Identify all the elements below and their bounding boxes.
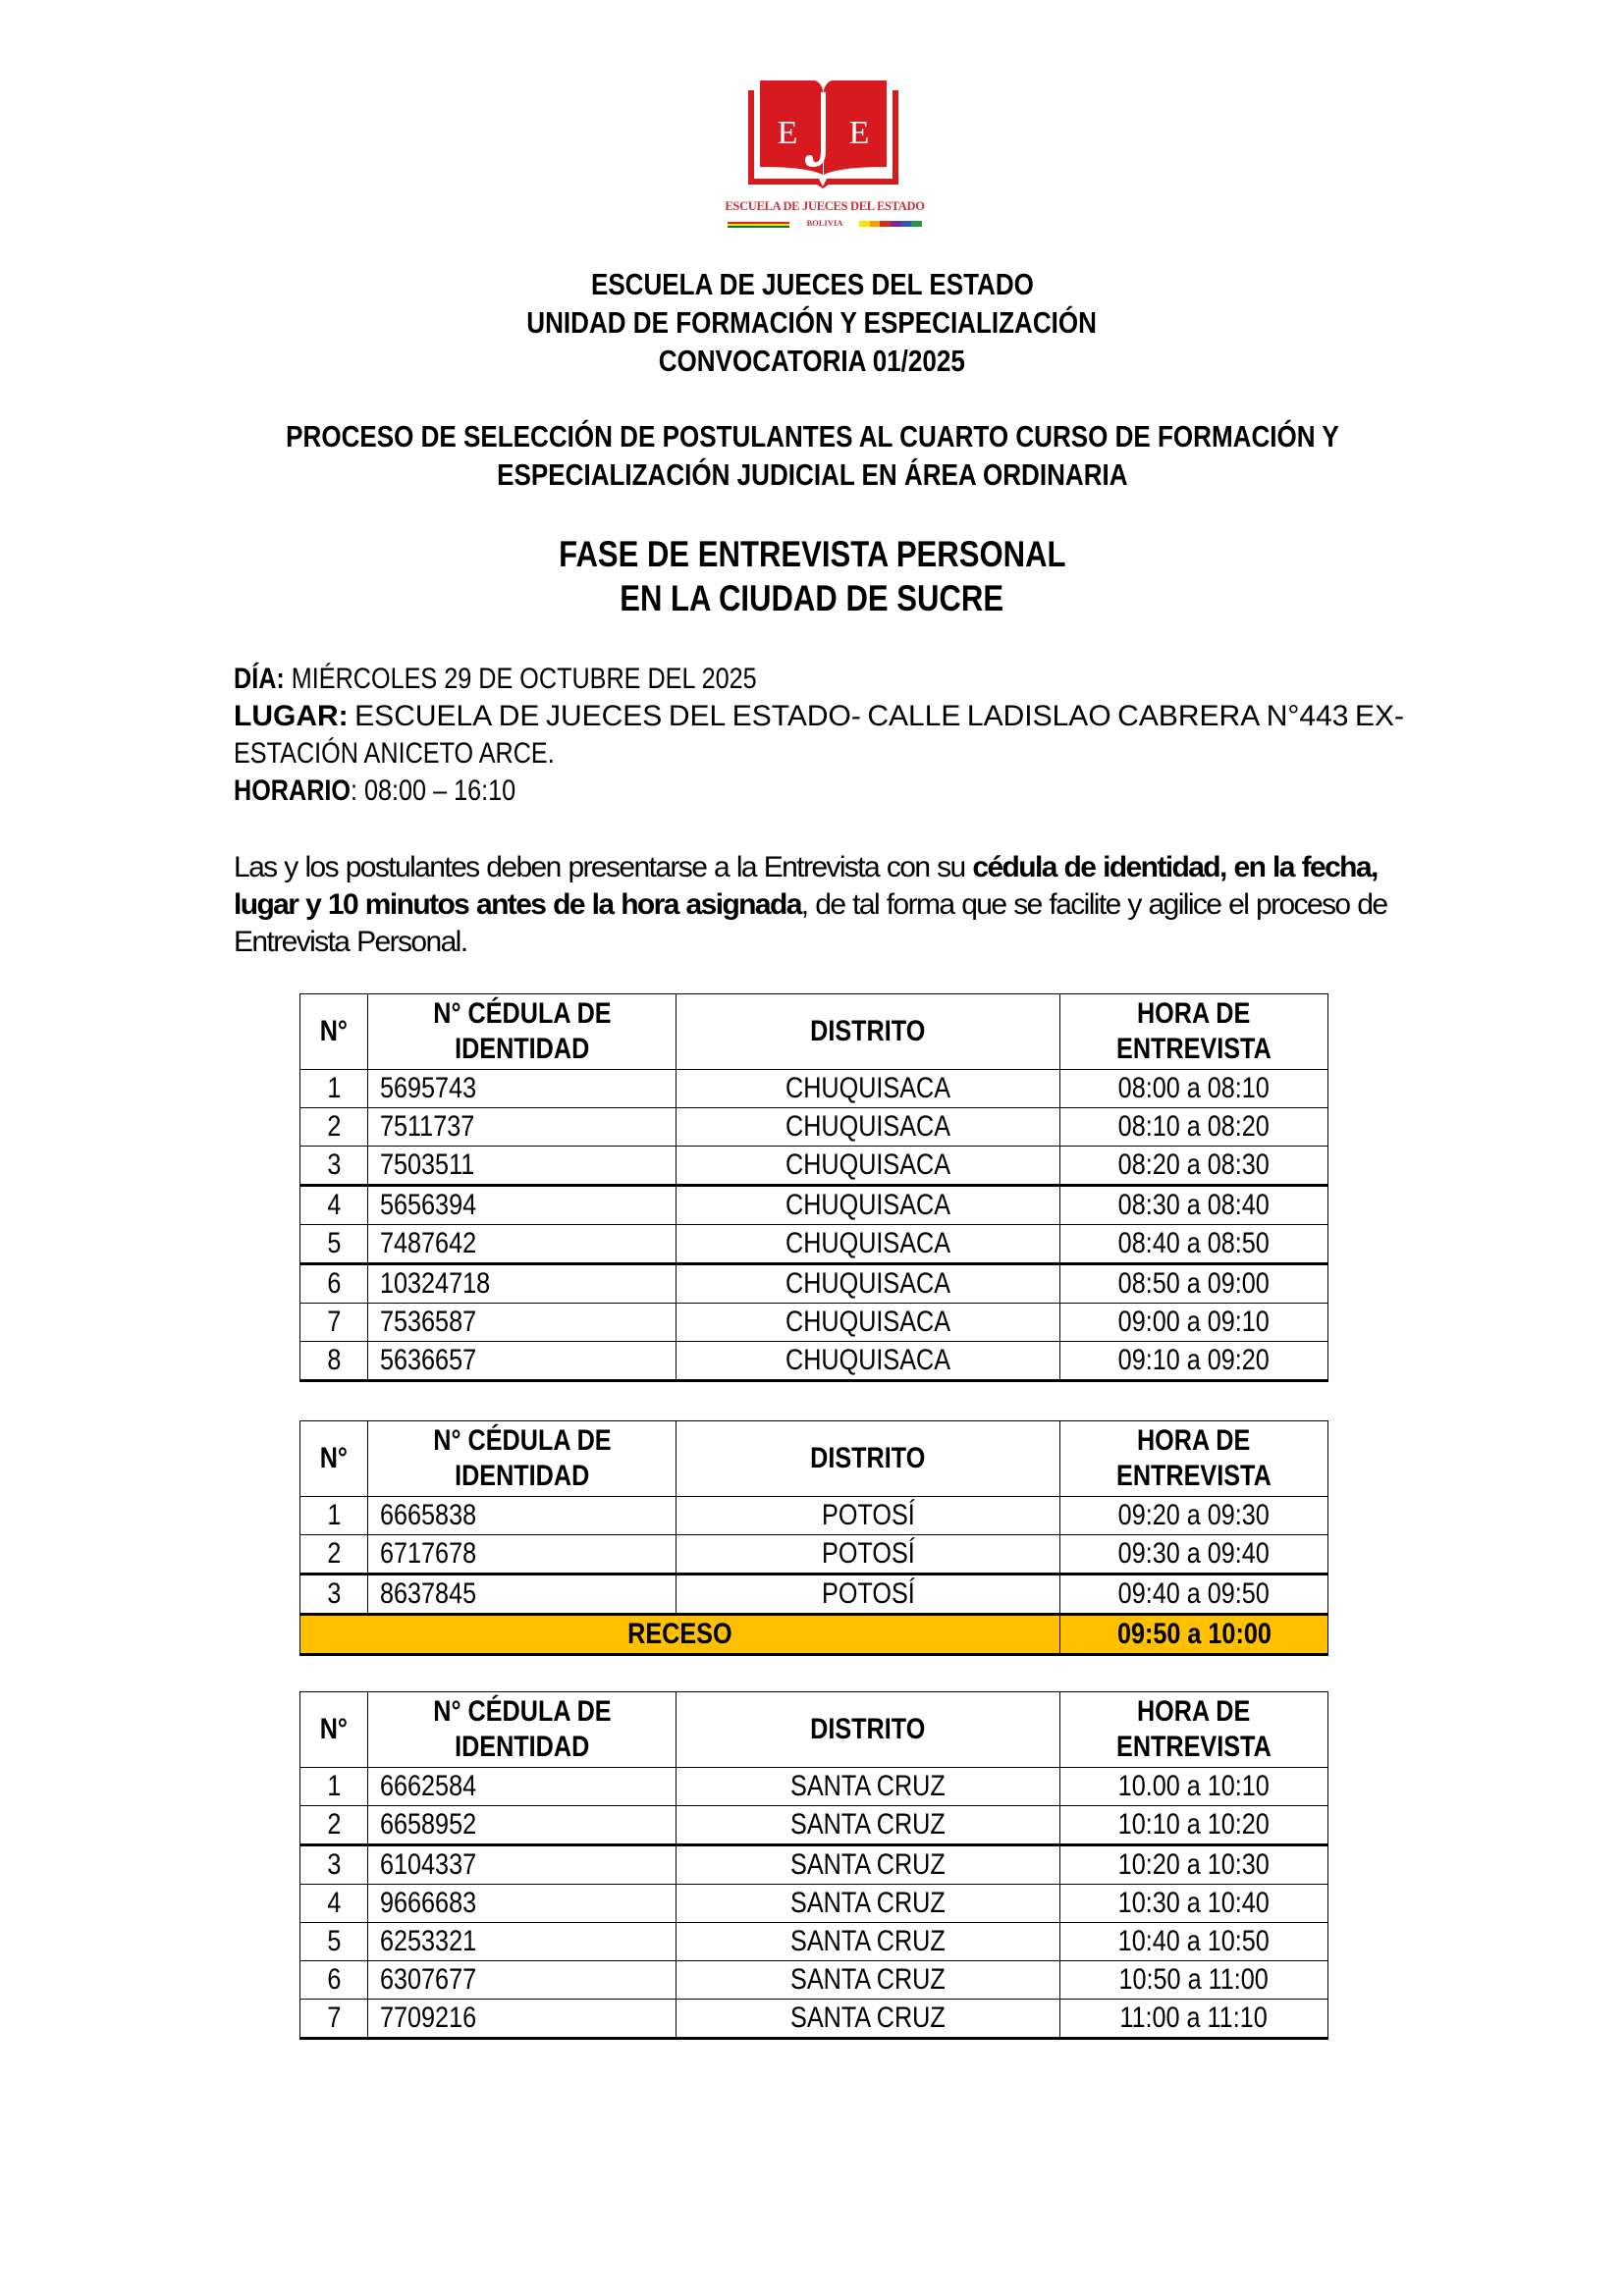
table-row: 4 9666683 SANTA CRUZ 10:30 a 10:40 [300, 1885, 1328, 1923]
col-header-id: N° CÉDULA DE IDENTIDAD [368, 1692, 677, 1768]
svg-text:E: E [848, 115, 870, 151]
table-row: 2 6658952 SANTA CRUZ 10:10 a 10:20 [300, 1806, 1328, 1845]
recess-row [300, 1615, 1328, 1655]
schedule-label: HORARIO [234, 774, 352, 807]
table-row: 5 7487642 CHUQUISACA 08:40 a 08:50 [300, 1225, 1328, 1264]
col-header-number: N° [300, 994, 368, 1070]
schedule-table-santa-cruz [299, 1691, 1328, 2040]
call-title: CONVOCATORIA 01/2025 [658, 344, 966, 378]
day-value: MIÉRCOLES 29 DE OCTUBRE DEL 2025 [291, 663, 757, 695]
table-row: 7 7709216 SANTA CRUZ 11:00 a 11:10 [300, 2000, 1328, 2039]
recess-time: 09:50 a 10:00 [1060, 1615, 1328, 1655]
table-row: 2 7511737 CHUQUISACA 08:10 a 08:20 [300, 1108, 1328, 1147]
col-header-id: N° CÉDULA DE IDENTIDAD [368, 1421, 677, 1497]
col-header-id: N° CÉDULA DE IDENTIDAD [368, 994, 677, 1070]
wiphala-stripe [859, 221, 922, 227]
table-row: 1 6662584 SANTA CRUZ 10.00 a 10:10 [300, 1768, 1328, 1806]
logo-country: BOLIVIA [806, 218, 843, 228]
table-row: 3 7503511 CHUQUISACA 08:20 a 08:30 [300, 1147, 1328, 1186]
col-header-time: HORA DE ENTREVISTA [1060, 1421, 1328, 1497]
col-header-time: HORA DE ENTREVISTA [1060, 994, 1328, 1070]
phase-title-line2: EN LA CIUDAD DE SUCRE [620, 578, 1004, 618]
logo-institution-name: ESCUELA DE JUECES DEL ESTADO [725, 199, 925, 213]
table-row: 3 6104337 SANTA CRUZ 10:20 a 10:30 [300, 1845, 1328, 1885]
col-header-number: N° [300, 1421, 368, 1497]
table-row: 3 8637845 POTOSÍ 09:40 a 09:50 [300, 1575, 1328, 1615]
day-label: DÍA: [234, 663, 285, 695]
col-header-district: DISTRITO [677, 994, 1060, 1070]
table-header-row [300, 1421, 1328, 1497]
place-line2: ESTACIÓN ANICETO ARCE. [234, 737, 555, 770]
institution-logo [722, 69, 928, 245]
open-book-icon [748, 77, 898, 188]
place-label: LUGAR: [234, 700, 349, 732]
schedule-table-potosi [299, 1420, 1328, 1656]
logo-country-row [722, 218, 928, 232]
table-row: 5 6253321 SANTA CRUZ 10:40 a 10:50 [300, 1923, 1328, 1961]
schedule-value: : 08:00 – 16:10 [351, 774, 516, 807]
instructions-paragraph: Las y los postulantes deben presentarse a la Entrevista con su cédula de identidad, en la fecha, lugar y 10 minutos antes de la hora asignada, de tal forma que se facilite y agilice el proceso de Entrevista Personal. [234, 851, 1387, 958]
table-row: 7 7536587 CHUQUISACA 09:00 a 09:10 [300, 1304, 1328, 1342]
unit-title: UNIDAD DE FORMACIÓN Y ESPECIALIZACIÓN [526, 305, 1098, 340]
process-title-line1: PROCESO DE SELECCIÓN DE POSTULANTES AL CUARTO CURSO DE FORMACIÓN Y [285, 419, 1339, 454]
table-row: 1 5695743 CHUQUISACA 08:00 a 08:10 [300, 1070, 1328, 1108]
table-row: 8 5636657 CHUQUISACA 09:10 a 09:20 [300, 1342, 1328, 1381]
table-row: 2 6717678 POTOSÍ 09:30 a 09:40 [300, 1535, 1328, 1575]
table-row: 6 6307677 SANTA CRUZ 10:50 a 11:00 [300, 1961, 1328, 2000]
col-header-time: HORA DE ENTREVISTA [1060, 1692, 1328, 1768]
place-row [234, 698, 1404, 735]
phase-title-line1: FASE DE ENTREVISTA PERSONAL [558, 534, 1066, 574]
institution-title: ESCUELA DE JUECES DEL ESTADO [590, 267, 1034, 301]
col-header-district: DISTRITO [677, 1421, 1060, 1497]
table-header-row [300, 1692, 1328, 1768]
event-info [234, 661, 1404, 810]
recess-label: RECESO [300, 1615, 1060, 1655]
schedule-row [234, 773, 1404, 810]
table-row: 6 10324718 CHUQUISACA 08:50 a 09:00 [300, 1264, 1328, 1304]
schedule-table-chuquisaca [299, 993, 1328, 1382]
col-header-number: N° [300, 1692, 368, 1768]
table-row: 1 6665838 POTOSÍ 09:20 a 09:30 [300, 1497, 1328, 1535]
place-line1: LUGAR: ESCUELA DE JUECES DEL ESTADO- CALLE LADISLAO CABRERA N°443 EX- [234, 698, 1404, 735]
instructions-emphasis: cédula de identidad, en la fecha, lugar y 10 minutos antes de la hora asignada [234, 851, 1378, 921]
col-header-district: DISTRITO [677, 1692, 1060, 1768]
table-header-row [300, 994, 1328, 1070]
day-row [234, 661, 1404, 698]
table-row: 4 5656394 CHUQUISACA 08:30 a 08:40 [300, 1186, 1328, 1225]
svg-text:E: E [777, 115, 798, 151]
process-title-line2: ESPECIALIZACIÓN JUDICIAL EN ÁREA ORDINARIA [496, 457, 1128, 492]
